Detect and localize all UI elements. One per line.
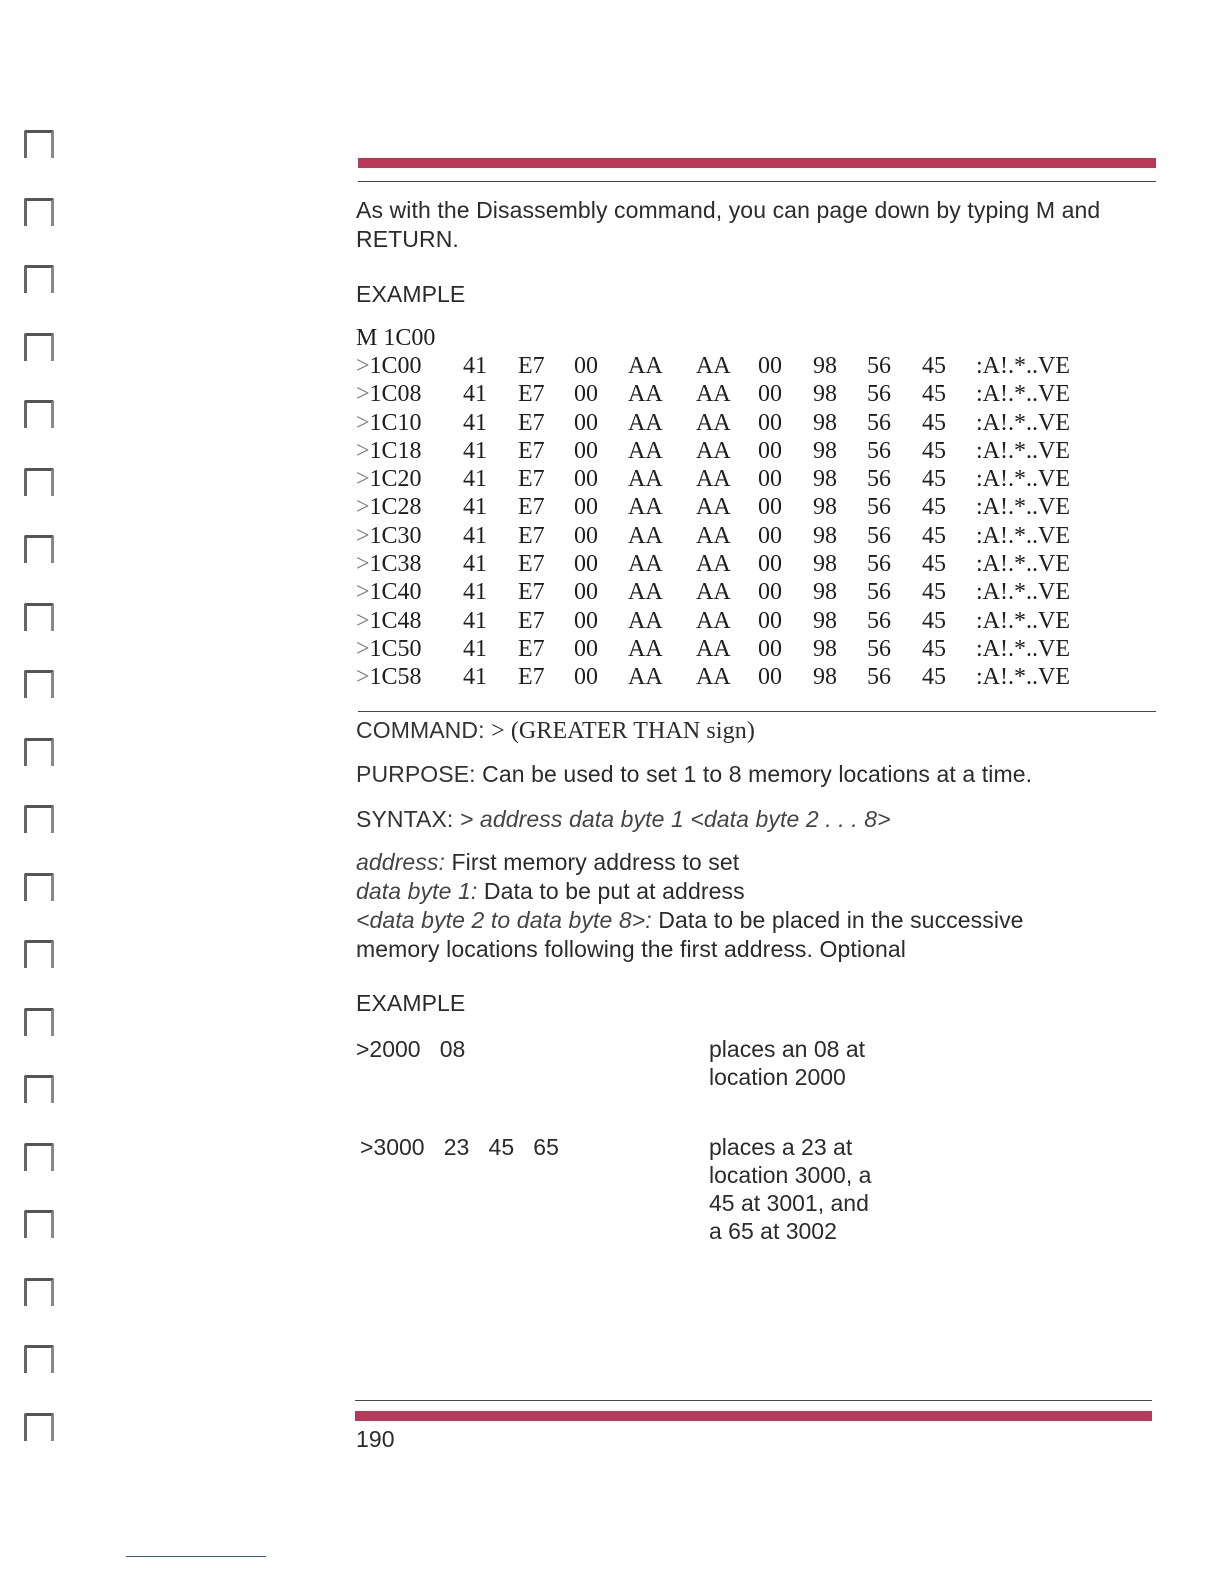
dump-byte: 00 xyxy=(574,635,598,662)
dump-ascii: :A!.*..VE xyxy=(976,381,1070,408)
prompt-glyph: > xyxy=(356,381,370,408)
dump-byte: 98 xyxy=(813,466,837,493)
dump-byte: AA xyxy=(696,522,731,549)
dump-address xyxy=(356,607,422,635)
address-value: 1C18 xyxy=(369,437,422,464)
desc-line: places a 23 at xyxy=(709,1134,853,1160)
dump-byte: 41 xyxy=(463,579,487,606)
desc-line: location 3000, a xyxy=(709,1162,872,1188)
dump-byte: 00 xyxy=(574,381,598,408)
dump-byte: 56 xyxy=(867,466,891,493)
prompt-glyph: > xyxy=(356,551,370,578)
dump-address xyxy=(356,465,422,493)
top-accent-band xyxy=(358,158,1156,168)
dump-byte: 00 xyxy=(758,381,782,408)
dump-byte: E7 xyxy=(518,353,545,379)
address-value: 1C08 xyxy=(369,381,422,408)
dump-address xyxy=(356,663,422,691)
desc-line: 45 at 3001, and xyxy=(709,1190,869,1216)
dump-byte: 41 xyxy=(463,522,487,549)
prompt-glyph: > xyxy=(356,607,370,634)
syntax-label: SYNTAX: xyxy=(356,806,454,832)
binding-ring xyxy=(24,535,54,563)
dump-ascii: :A!.*..VE xyxy=(976,607,1070,634)
dump-ascii: :A!.*..VE xyxy=(976,353,1070,379)
binding-ring xyxy=(24,873,54,901)
binding-ring xyxy=(24,1278,54,1306)
dump-byte: 45 xyxy=(922,607,946,634)
param-term: <data byte 2 to data byte 8>: xyxy=(356,907,652,933)
dump-ascii: :A!.*..VE xyxy=(976,437,1070,464)
binding-ring xyxy=(24,1075,54,1103)
prompt-glyph: > xyxy=(356,409,370,436)
binding-ring xyxy=(24,333,54,361)
dump-byte: 00 xyxy=(758,437,782,464)
desc-line: location 2000 xyxy=(709,1064,846,1090)
binding-ring xyxy=(24,400,54,428)
dump-byte: AA xyxy=(696,551,731,578)
dump-byte: AA xyxy=(628,551,663,578)
dump-byte: 45 xyxy=(922,579,946,606)
binding-ring xyxy=(24,1008,54,1036)
dump-ascii: :A!.*..VE xyxy=(976,522,1070,549)
section-rule xyxy=(358,711,1156,712)
dump-byte: 00 xyxy=(758,551,782,578)
prompt-glyph: > xyxy=(356,494,370,521)
prompt-glyph: > xyxy=(356,664,370,691)
dump-byte: E7 xyxy=(518,664,545,691)
dump-row xyxy=(356,409,1070,437)
parameter-list xyxy=(356,848,1156,964)
example-2-input-2: >3000 23 45 65 xyxy=(360,1134,559,1160)
address-value: 1C50 xyxy=(369,635,422,662)
binding-ring xyxy=(24,198,54,226)
example-2-desc-2 xyxy=(709,1133,871,1245)
dump-byte: 00 xyxy=(758,466,782,493)
dump-command: M 1C00 xyxy=(356,325,436,351)
address-value: 1C20 xyxy=(369,466,422,493)
prompt-glyph: > xyxy=(356,466,370,493)
binding-ring xyxy=(24,670,54,698)
dump-byte: 45 xyxy=(922,635,946,662)
dump-byte: 41 xyxy=(463,353,487,379)
binding-ring xyxy=(24,603,54,631)
param-address xyxy=(356,848,1156,877)
dump-byte: E7 xyxy=(518,522,545,549)
address-value: 1C58 xyxy=(369,664,422,691)
address-value: 1C30 xyxy=(369,522,422,549)
binding-ring xyxy=(24,1143,54,1171)
dump-byte: 00 xyxy=(574,353,598,379)
dump-byte: 98 xyxy=(813,579,837,606)
dump-address xyxy=(356,635,422,663)
dump-byte: 98 xyxy=(813,664,837,691)
dump-row xyxy=(356,493,1070,521)
dump-byte: 00 xyxy=(758,494,782,521)
dump-byte: 41 xyxy=(463,635,487,662)
dump-byte: 56 xyxy=(867,494,891,521)
dump-row xyxy=(356,663,1070,691)
dump-byte: 45 xyxy=(922,409,946,436)
address-value: 1C40 xyxy=(369,579,422,606)
binding-ring xyxy=(24,1413,54,1441)
address-value: 1C38 xyxy=(369,551,422,578)
dump-byte: AA xyxy=(696,381,731,408)
dump-byte: AA xyxy=(696,635,731,662)
dump-byte: E7 xyxy=(518,635,545,662)
dump-byte: 56 xyxy=(867,607,891,634)
dump-byte: 00 xyxy=(574,466,598,493)
dump-byte: 98 xyxy=(813,409,837,436)
dump-byte: AA xyxy=(696,353,731,379)
param-data-byte-2-8 xyxy=(356,906,1156,935)
dump-byte: AA xyxy=(696,494,731,521)
dump-byte: AA xyxy=(628,494,663,521)
bottom-accent-band xyxy=(355,1411,1152,1421)
dump-byte: 56 xyxy=(867,353,891,379)
dump-byte: AA xyxy=(696,409,731,436)
dump-byte: 00 xyxy=(574,437,598,464)
dump-byte: 98 xyxy=(813,607,837,634)
dump-byte: 56 xyxy=(867,381,891,408)
dump-byte: AA xyxy=(628,466,663,493)
param-term: address: xyxy=(356,849,446,875)
footer-link-underline xyxy=(126,1556,266,1557)
example-2-desc-1 xyxy=(709,1035,865,1091)
dump-byte: 00 xyxy=(574,522,598,549)
dump-byte: 98 xyxy=(813,522,837,549)
dump-byte: E7 xyxy=(518,607,545,634)
binding-ring xyxy=(24,805,54,833)
dump-byte: 56 xyxy=(867,551,891,578)
address-value: 1C00 xyxy=(369,353,422,379)
desc-line: a 65 at 3002 xyxy=(709,1218,837,1244)
dump-byte: 00 xyxy=(758,353,782,379)
dump-row xyxy=(356,607,1070,635)
address-value: 1C28 xyxy=(369,494,422,521)
dump-byte: 45 xyxy=(922,437,946,464)
dump-byte: E7 xyxy=(518,579,545,606)
dump-address xyxy=(356,493,422,521)
dump-byte: 00 xyxy=(758,664,782,691)
dump-address xyxy=(356,437,422,465)
example-2-label: EXAMPLE xyxy=(356,990,466,1016)
dump-byte: E7 xyxy=(518,409,545,436)
dump-row xyxy=(356,465,1070,493)
dump-byte: 00 xyxy=(758,522,782,549)
dump-byte: 56 xyxy=(867,409,891,436)
dump-byte: AA xyxy=(696,437,731,464)
binding-ring xyxy=(24,940,54,968)
purpose-line xyxy=(356,760,1032,789)
syntax-line xyxy=(356,805,891,834)
dump-ascii: :A!.*..VE xyxy=(976,635,1070,662)
dump-byte: E7 xyxy=(518,551,545,578)
binding-ring xyxy=(24,738,54,766)
dump-byte: 45 xyxy=(922,522,946,549)
dump-byte: 45 xyxy=(922,381,946,408)
dump-byte: AA xyxy=(628,522,663,549)
prompt-glyph: > xyxy=(356,353,370,379)
dump-byte: 41 xyxy=(463,437,487,464)
dump-row xyxy=(356,522,1070,550)
dump-byte: 41 xyxy=(463,664,487,691)
dump-byte: 98 xyxy=(813,635,837,662)
page-number: 190 xyxy=(356,1426,395,1452)
dump-byte: 45 xyxy=(922,353,946,379)
dump-byte: 56 xyxy=(867,635,891,662)
dump-byte: 00 xyxy=(574,494,598,521)
dump-ascii: :A!.*..VE xyxy=(976,409,1070,436)
example-1-label: EXAMPLE xyxy=(356,281,466,307)
dump-byte: E7 xyxy=(518,466,545,493)
dump-row xyxy=(356,578,1070,606)
example-2-input-1: >2000 08 xyxy=(356,1036,466,1062)
bottom-rule xyxy=(355,1400,1152,1401)
purpose-value: Can be used to set 1 to 8 memory locations at a time. xyxy=(482,761,1033,787)
dump-byte: AA xyxy=(628,635,663,662)
dump-address xyxy=(356,550,422,578)
dump-byte: 41 xyxy=(463,381,487,408)
address-value: 1C10 xyxy=(369,409,422,436)
dump-byte: 56 xyxy=(867,437,891,464)
dump-byte: E7 xyxy=(518,437,545,464)
memory-dump xyxy=(356,324,1070,692)
dump-byte: 41 xyxy=(463,409,487,436)
dump-byte: 98 xyxy=(813,494,837,521)
intro-paragraph: As with the Disassembly command, you can page down by typing M and RETURN. xyxy=(356,197,1101,252)
dump-byte: 45 xyxy=(922,664,946,691)
dump-byte: 00 xyxy=(574,664,598,691)
command-line xyxy=(356,716,755,746)
dump-byte: 00 xyxy=(574,551,598,578)
dump-byte: 56 xyxy=(867,664,891,691)
dump-address xyxy=(356,380,422,408)
dump-row xyxy=(356,380,1070,408)
dump-byte: 45 xyxy=(922,494,946,521)
syntax-value: > address data byte 1 <data byte 2 . . . 8> xyxy=(459,806,891,832)
binding-ring xyxy=(24,130,54,158)
dump-byte: AA xyxy=(696,466,731,493)
param-continuation: memory locations following the first address. Optional xyxy=(356,936,906,962)
dump-address xyxy=(356,409,422,437)
prompt-glyph: > xyxy=(356,635,370,662)
binding-ring xyxy=(24,1345,54,1373)
dump-ascii: :A!.*..VE xyxy=(976,551,1070,578)
prompt-glyph: > xyxy=(356,437,370,464)
dump-byte: 00 xyxy=(574,607,598,634)
dump-row xyxy=(356,635,1070,663)
dump-row xyxy=(356,352,1070,380)
dump-byte: E7 xyxy=(518,381,545,408)
dump-byte: 00 xyxy=(758,635,782,662)
dump-ascii: :A!.*..VE xyxy=(976,579,1070,606)
dump-byte: AA xyxy=(628,437,663,464)
dump-byte: 56 xyxy=(867,522,891,549)
dump-byte: 41 xyxy=(463,607,487,634)
dump-ascii: :A!.*..VE xyxy=(976,664,1070,691)
dump-byte: AA xyxy=(696,664,731,691)
dump-byte: 41 xyxy=(463,551,487,578)
command-label: COMMAND: xyxy=(356,717,485,743)
dump-byte: AA xyxy=(696,607,731,634)
command-value: > (GREATER THAN sign) xyxy=(491,718,755,744)
top-rule xyxy=(358,181,1156,182)
dump-byte: 56 xyxy=(867,579,891,606)
dump-byte: AA xyxy=(628,381,663,408)
dump-byte: AA xyxy=(628,409,663,436)
binding-ring xyxy=(24,265,54,293)
dump-byte: 98 xyxy=(813,437,837,464)
param-desc: Data to be placed in the successive xyxy=(658,907,1024,933)
dump-byte: 00 xyxy=(574,409,598,436)
dump-byte: AA xyxy=(628,607,663,634)
param-desc: First memory address to set xyxy=(451,849,740,875)
binding-ring xyxy=(24,1210,54,1238)
dump-byte: AA xyxy=(628,664,663,691)
dump-byte: AA xyxy=(628,579,663,606)
dump-address xyxy=(356,522,422,550)
dump-byte: 45 xyxy=(922,466,946,493)
dump-byte: 00 xyxy=(758,607,782,634)
dump-byte: AA xyxy=(696,579,731,606)
purpose-label: PURPOSE: xyxy=(356,761,476,787)
dump-byte: 41 xyxy=(463,494,487,521)
dump-row xyxy=(356,550,1070,578)
dump-byte: 00 xyxy=(574,579,598,606)
dump-byte: E7 xyxy=(518,494,545,521)
binding-ring xyxy=(24,468,54,496)
param-data-byte-1 xyxy=(356,877,1156,906)
param-desc: Data to be put at address xyxy=(483,878,745,904)
dump-byte: AA xyxy=(628,353,663,379)
dump-byte: 41 xyxy=(463,466,487,493)
spiral-binding xyxy=(22,0,62,1584)
dump-byte: 45 xyxy=(922,551,946,578)
prompt-glyph: > xyxy=(356,579,370,606)
dump-byte: 98 xyxy=(813,353,837,379)
desc-line: places an 08 at xyxy=(709,1036,866,1062)
dump-byte: 00 xyxy=(758,409,782,436)
dump-ascii: :A!.*..VE xyxy=(976,466,1070,493)
dump-byte: 98 xyxy=(813,551,837,578)
param-term: data byte 1: xyxy=(356,878,478,904)
dump-ascii: :A!.*..VE xyxy=(976,494,1070,521)
dump-byte: 98 xyxy=(813,381,837,408)
prompt-glyph: > xyxy=(356,522,370,549)
dump-byte: 00 xyxy=(758,579,782,606)
dump-address xyxy=(356,578,422,606)
address-value: 1C48 xyxy=(369,607,422,634)
dump-row xyxy=(356,437,1070,465)
dump-address xyxy=(356,352,422,380)
